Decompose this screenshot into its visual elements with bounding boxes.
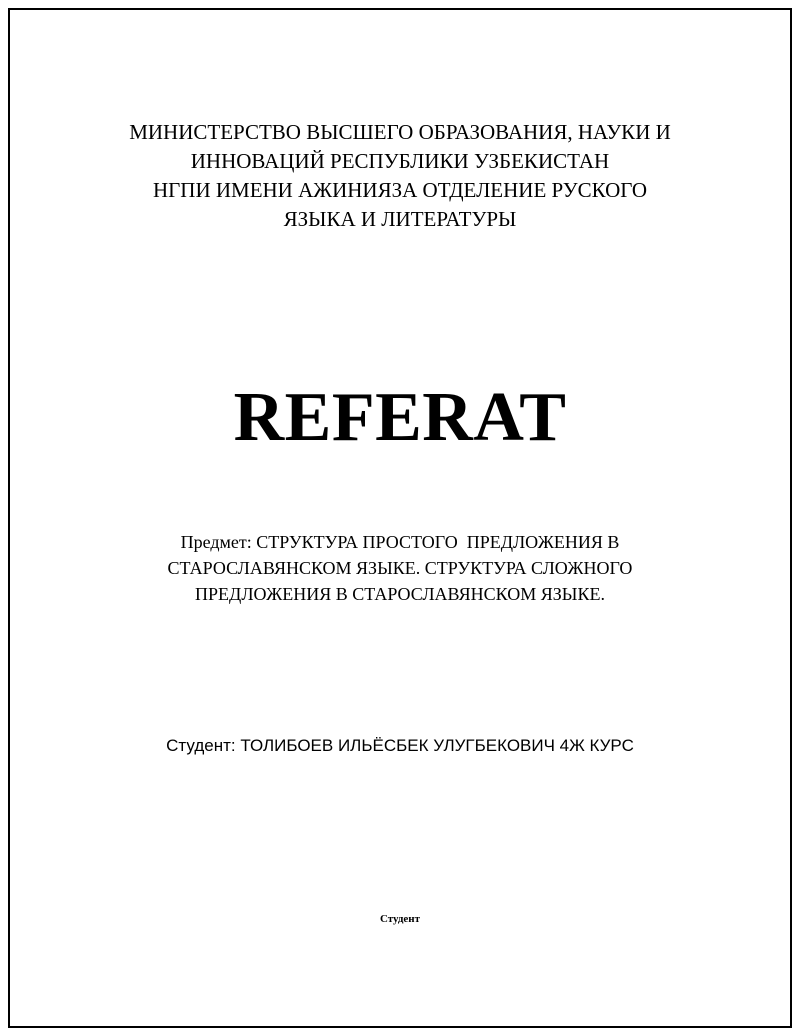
student-line: Студент: ТОЛИБОЕВ ИЛЬЁСБЕК УЛУГБЕКОВИЧ 4Ж КУРС: [166, 736, 634, 755]
subject-line-2: СТАРОСЛАВЯНСКОМ ЯЗЫКЕ. СТРУКТУРА СЛОЖНОГО: [167, 558, 633, 578]
subject-block: [0, 529, 800, 607]
ministry-header: [0, 118, 800, 234]
ministry-line-3: НГПИ ИМЕНИ АЖИНИЯЗА ОТДЕЛЕНИЕ РУСКОГО: [152, 178, 648, 202]
subject-line-1: Предмет: СТРУКТУРА ПРОСТОГО ПРЕДЛОЖЕНИЯ В: [180, 532, 620, 552]
footer-student-label: Студент: [379, 913, 421, 925]
ministry-line-2: ИННОВАЦИЙ РЕСПУБЛИКИ УЗБЕКИСТАН: [190, 149, 610, 173]
ministry-line-4: ЯЗЫКА И ЛИТЕРАТУРЫ: [283, 207, 517, 231]
ministry-line-1: МИНИСТЕРСТВО ВЫСШЕГО ОБРАЗОВАНИЯ, НАУКИ И: [129, 120, 671, 144]
subject-line-3: ПРЕДЛОЖЕНИЯ В СТАРОСЛАВЯНСКОМ ЯЗЫКЕ.: [195, 584, 605, 604]
document-title: REFERAT: [233, 379, 567, 456]
